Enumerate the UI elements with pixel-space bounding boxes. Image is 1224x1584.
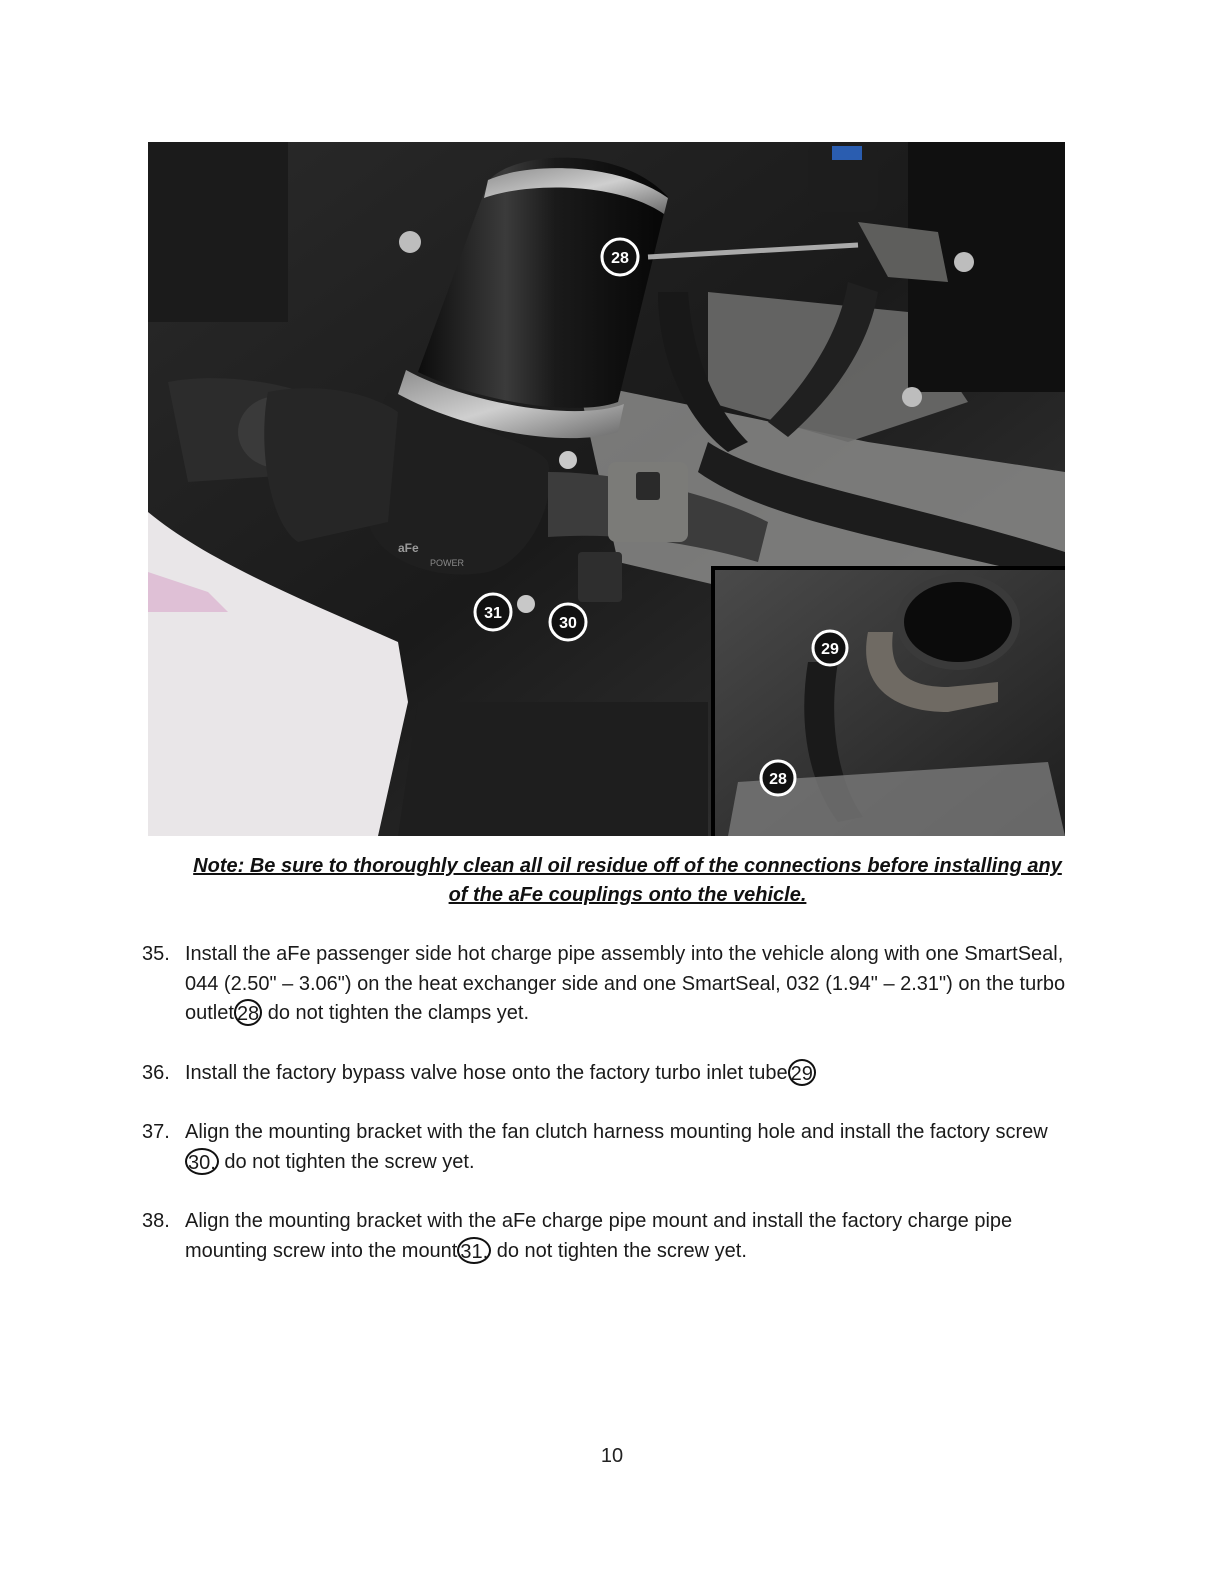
step-number: 36. [142, 1061, 170, 1084]
turbo-inlet-tube [900, 578, 1016, 666]
bolt [902, 387, 922, 407]
reference-callout: 29 [788, 1059, 816, 1086]
inset-callout-28 [761, 761, 795, 795]
left-upper-shroud [148, 142, 288, 322]
installation-steps [142, 940, 1077, 1296]
callout-31 [475, 594, 511, 630]
step-36 [142, 1059, 1077, 1089]
throttle-connector [636, 472, 660, 500]
step-number: 35. [142, 943, 170, 965]
reference-callout: 28 [234, 999, 262, 1026]
reference-callout: 31, [457, 1237, 491, 1264]
reference-callout: 30, [185, 1148, 219, 1175]
pipe-flange [264, 388, 398, 542]
step-text-after: do not tighten the clamps yet. [267, 1002, 530, 1024]
bolt [954, 252, 974, 272]
step-37 [142, 1118, 1077, 1177]
cleaning-note: Note: Be sure to thoroughly clean all oil residue off of the connections before installing any of the aFe couplings onto the vehicle. [193, 855, 1062, 906]
svg-text:29: 29 [821, 641, 839, 658]
svg-text:30: 30 [559, 615, 577, 632]
engine-bay-illustration [148, 142, 1065, 836]
bolt [517, 595, 535, 613]
step-38 [142, 1207, 1077, 1266]
afe-logo-mark: aFe [398, 541, 419, 555]
blue-connector-tab [832, 146, 862, 160]
inset-photo [711, 566, 1065, 836]
step-number: 37. [142, 1121, 170, 1143]
step-text-after: do not tighten the screw yet. [224, 1150, 475, 1173]
step-text: Align the mounting bracket with the aFe charge pipe mount and install the factory charge pipe mounting screw into the mount [185, 1210, 1013, 1262]
step-35 [142, 940, 1077, 1029]
step-text: Install the aFe passenger side hot charge pipe assembly into the vehicle along with one SmartSeal, 044 (2.50" – 3.06") on the heat exchanger side and one SmartSeal, 032 (1.94" – 2.31") on the turbo outlet [185, 943, 1066, 1024]
svg-text:28: 28 [769, 771, 787, 788]
fan-clutch-connector [578, 552, 622, 602]
step-text: Install the factory bypass valve hose onto the factory turbo inlet tube [185, 1061, 788, 1084]
engine-bay-photo [148, 142, 1065, 836]
power-logo-mark: POWER [430, 558, 465, 568]
page-number: 10 [600, 1445, 624, 1467]
svg-text:28: 28 [611, 250, 629, 267]
step-number: 38. [142, 1210, 170, 1232]
step-text: Align the mounting bracket with the fan clutch harness mounting hole and install the factory screw [185, 1121, 1048, 1143]
bolt [399, 231, 421, 253]
callout-28 [602, 239, 638, 275]
callout-30 [550, 604, 586, 640]
svg-text:31: 31 [484, 605, 502, 622]
inset-callout-29 [813, 631, 847, 665]
bolt [559, 451, 577, 469]
step-text-after: do not tighten the screw yet. [496, 1239, 747, 1262]
air-box [398, 702, 708, 836]
